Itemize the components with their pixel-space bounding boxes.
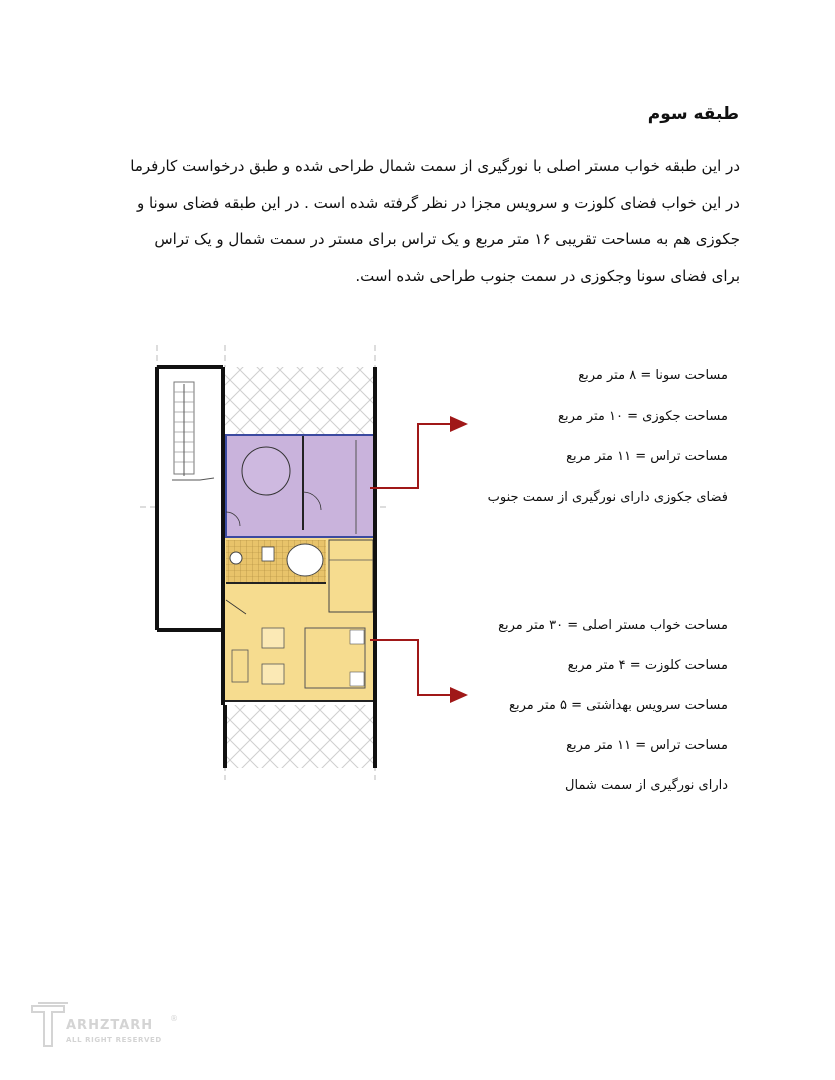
north-arrow xyxy=(370,640,466,695)
south-arrow xyxy=(370,424,466,488)
annotation-line: مساحت تراس = ۱۱ متر مربع xyxy=(566,449,728,465)
paragraph-line: در این طبقه خواب مستر اصلی با نورگیری از سمت شمال طراحی شده و طبق درخواست کارفرما xyxy=(130,157,740,175)
annotation-line: مساحت جکوزی = ۱۰ متر مربع xyxy=(558,408,728,424)
sauna-jacuzzi-zone xyxy=(226,435,374,537)
closet xyxy=(329,540,373,612)
annotation-line: مساحت کلوزت = ۴ متر مربع xyxy=(567,658,728,673)
paragraph-line: برای فضای سونا وجکوزی در سمت جنوب طراحی شده است. xyxy=(355,266,740,285)
side-table xyxy=(262,628,284,648)
desk-chair xyxy=(262,664,284,684)
logo-icon xyxy=(30,1000,70,1052)
logo-rights: ALL RIGHT RESERVED xyxy=(66,1036,162,1044)
annotation-line: فضای جکوزی دارای نورگیری از سمت جنوب xyxy=(487,490,728,506)
north-annotations xyxy=(498,616,728,816)
annotation-line: مساحت سرویس بهداشتی = ۵ متر مربع xyxy=(509,698,728,713)
arrows xyxy=(370,424,466,695)
annotation-line: مساحت تراس = ۱۱ متر مربع xyxy=(566,738,728,753)
registered-mark: ® xyxy=(170,1014,178,1023)
annotation-line: مساحت خواب مستر اصلی = ۳۰ متر مربع xyxy=(498,618,728,633)
paragraph-line: در این خواب فضای کلوزت و سرویس مجزا در نظر گرفته شده است . در این طبقه فضای سونا و xyxy=(136,193,740,212)
logo xyxy=(30,1000,190,1052)
page-title: طبقه سوم xyxy=(647,104,739,124)
logo-brand: ARHZTARH xyxy=(66,1018,154,1033)
master-bedroom-zone xyxy=(224,538,375,701)
south-annotations xyxy=(488,366,728,529)
annotation-line: دارای نورگیری از سمت شمال xyxy=(565,778,728,793)
paragraph-line: جکوزی هم به مساحت تقریبی ۱۶ متر مربع و یک تراس برای مستر در سمت شمال و یک تراس xyxy=(154,230,740,248)
north-terrace xyxy=(225,705,375,768)
south-terrace xyxy=(225,367,375,434)
stair-core xyxy=(157,367,223,630)
annotation-line: مساحت سونا = ۸ متر مربع xyxy=(578,368,728,383)
